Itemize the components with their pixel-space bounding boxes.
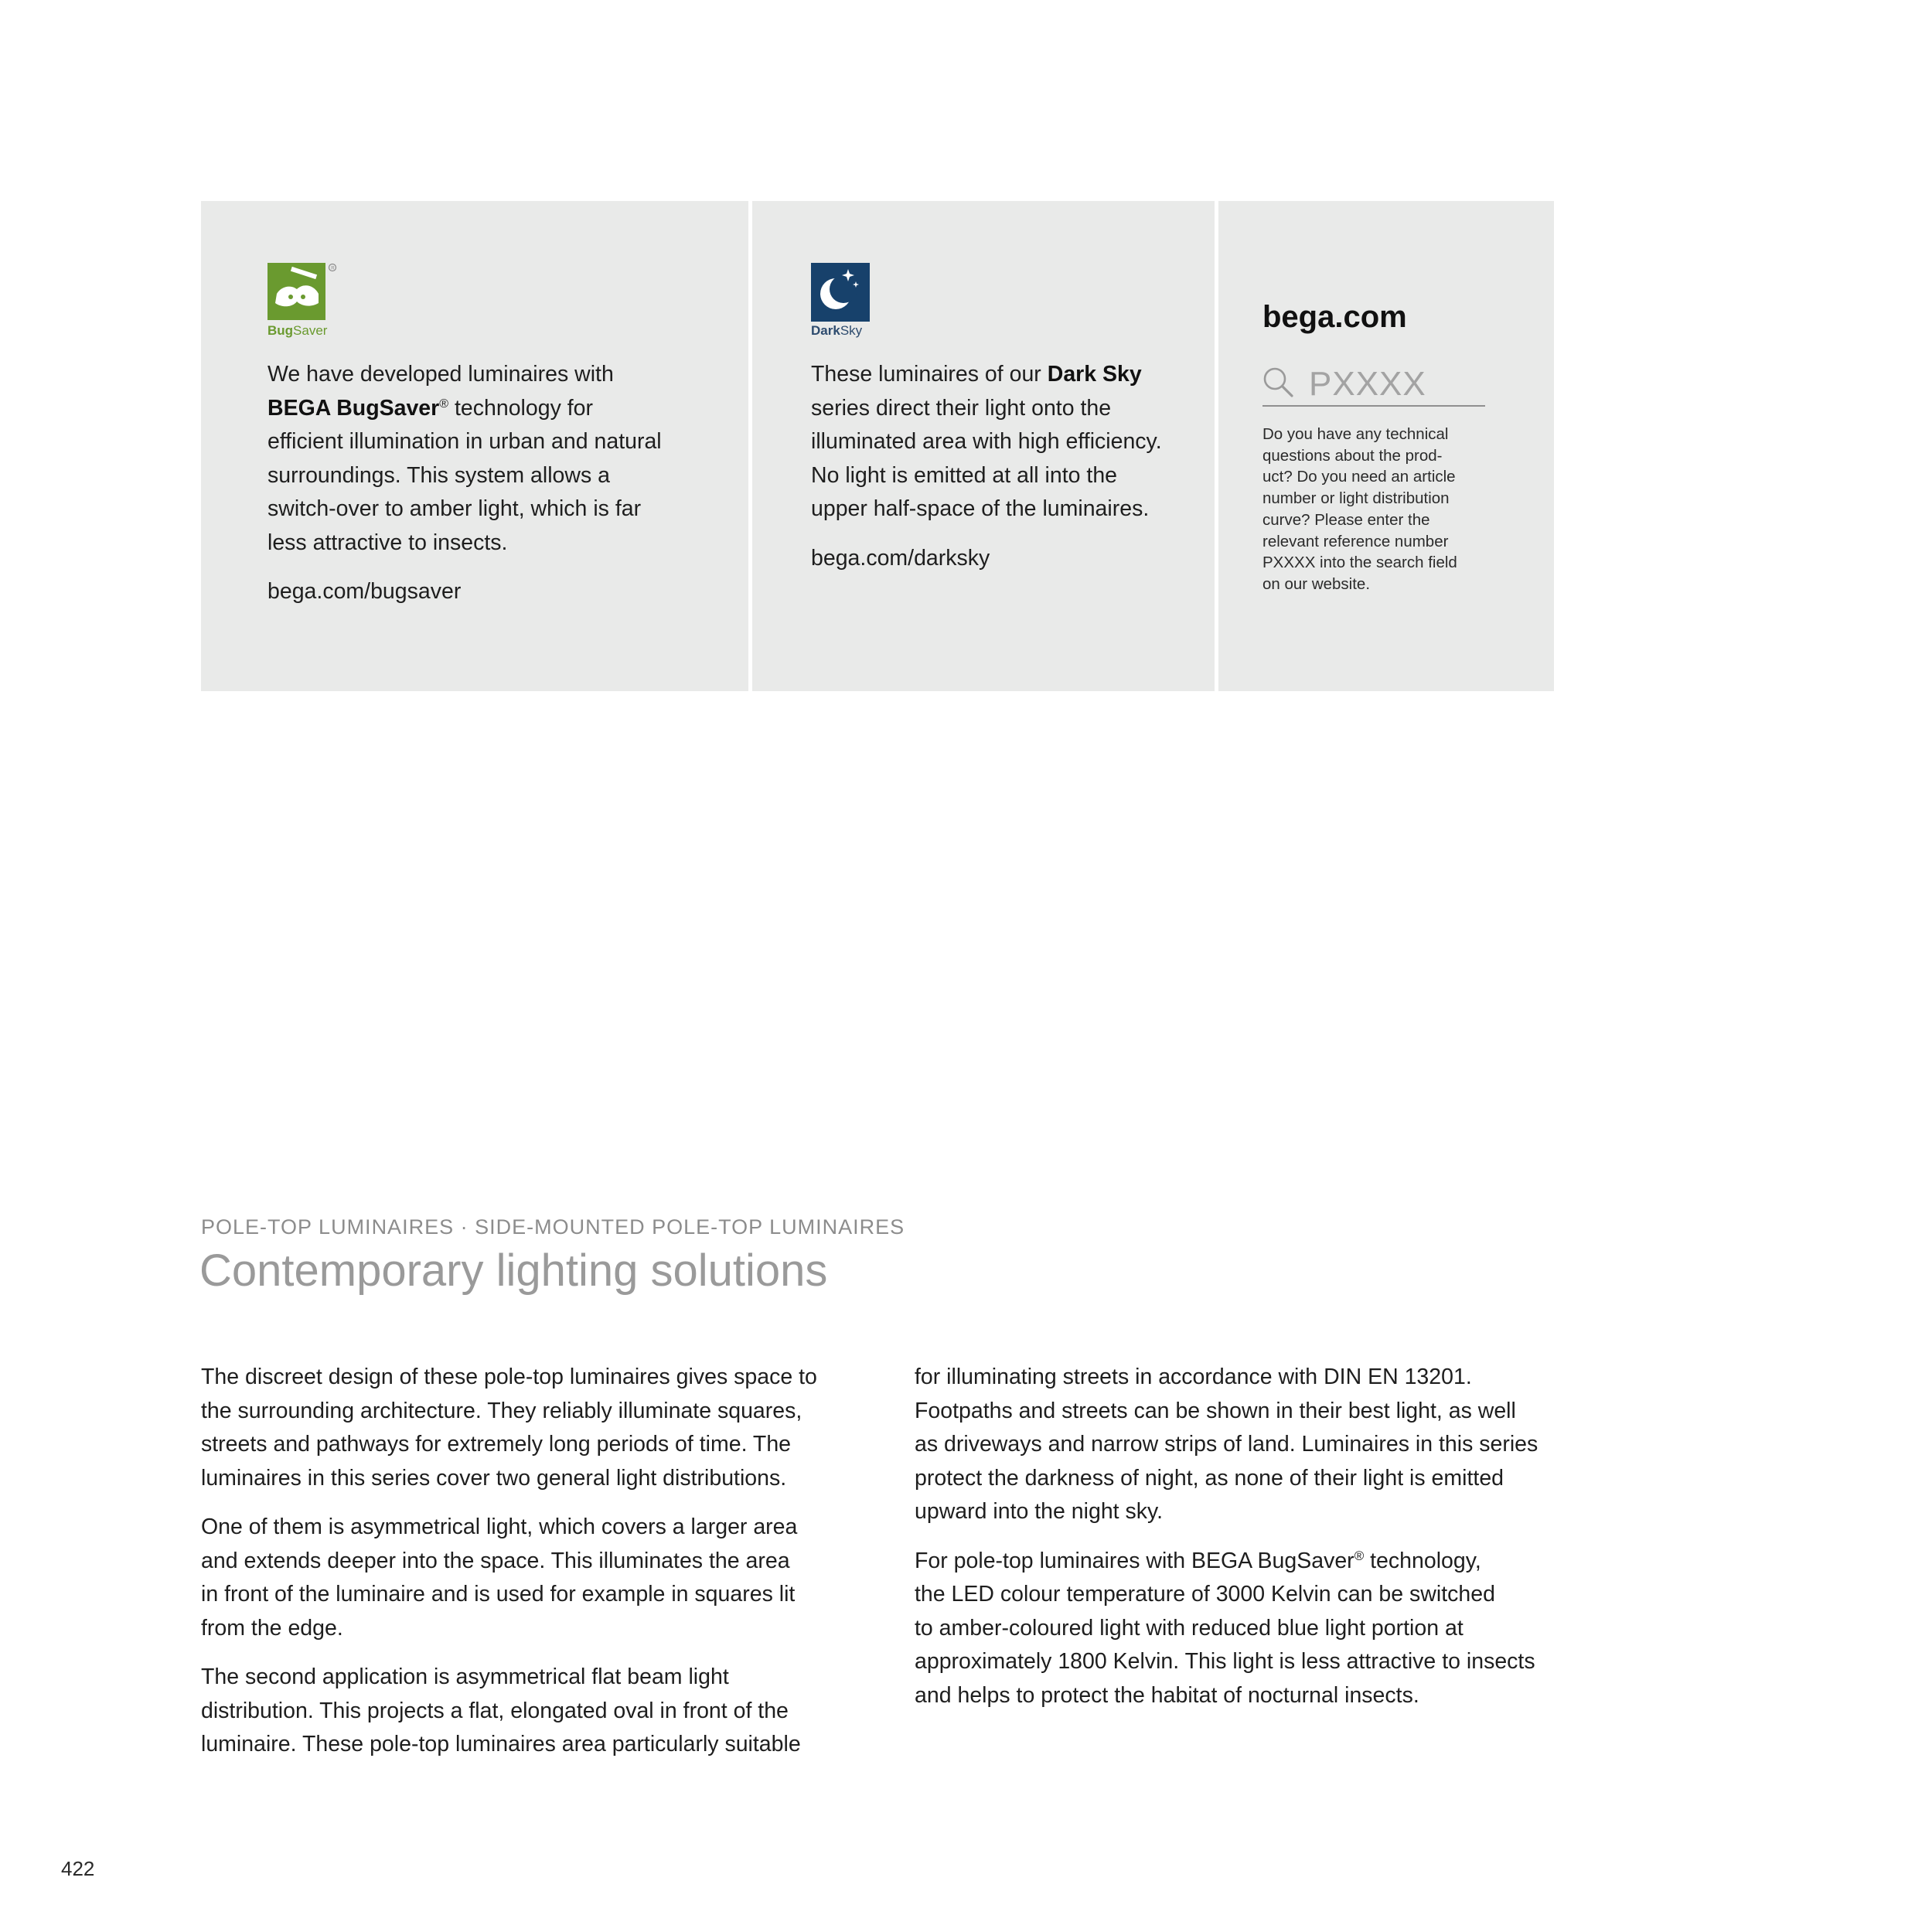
bega-help-text: Do you have any technical questions about the prod- uct? Do you need an article number or light distribution curve? Please enter the relevant reference number PXXXX into the search field on our website. [1262,425,1457,593]
paragraph: for illuminating streets in accordance with DIN EN 13201. Footpaths and streets can be shown in their best light, as well as driveways and narrow strips of land. Luminaires in this series protect the darkness of night, as none of their light is emitted upward into the night sky. [915,1365,1538,1524]
paragraph: One of them is asymmetrical light, which covers a larger area and extends deeper into the space. This illuminates the area in front of the luminaire and is used for example in squares lit from the edge. [201,1515,798,1641]
paragraph: The discreet design of these pole-top luminaires gives space to the surrounding architecture. They reliably illuminate squares, streets and pathways for extremely long periods of time. The luminaires in this series cover two general light distributions. [201,1365,817,1491]
body-column-left [201,1361,858,1777]
bugsaver-logo-icon [267,263,337,325]
bugsaver-logo [267,263,337,329]
darksky-text-bold: Dark Sky [1047,362,1142,387]
darksky-logo-icon [811,263,870,322]
paragraph: For pole-top luminaires with BEGA BugSaver® technology, the LED colour temperature of 3000 Kelvin can be switched to amber-coloured light with reduced blue light portion at approximately 1800 Kelvin. This light is less attractive to insects and helps to protect the habitat of nocturnal insects. [915,1548,1535,1708]
svg-text:R: R [331,266,335,271]
darksky-logo-caption: DarkSky [811,323,863,338]
darksky-logo [811,263,870,325]
body-column-right [915,1361,1572,1728]
bugsaver-text-bold: BEGA BugSaver [267,395,440,421]
darksky-panel [752,201,1215,691]
bugsaver-logo-caption: BugSaver [267,323,328,338]
bugsaver-text-line: We have developed luminaires with [267,362,614,387]
bega-website-panel [1218,201,1554,691]
bugsaver-description: We have developed luminaires with BEGA BugSaver® technology for efficient illumination in urban and natural surroundings. This system allows a switch-over to amber light, which is far less attractive to insects. bega.com/bugsaver [267,358,700,609]
darksky-link[interactable]: bega.com/darksky [811,545,990,571]
page-number: 422 [61,1857,95,1880]
search-field[interactable] [1262,362,1485,407]
registered-mark: ® [439,397,449,411]
registered-mark: ® [1354,1548,1365,1563]
search-icon [1262,366,1295,399]
paragraph: The second application is asymmetrical flat beam light distribution. This projects a flat, elongated oval in front of the luminaire. These pole-top luminaires area particularly suitable [201,1665,801,1757]
page-title: Contemporary lighting solutions [199,1245,828,1296]
search-placeholder: PXXXX [1309,365,1426,403]
bega-website-title[interactable]: bega.com [1262,300,1407,334]
section-kicker: POLE-TOP LUMINAIRES · SIDE-MOUNTED POLE-TOP LUMINAIRES [201,1215,905,1239]
bugsaver-link[interactable]: bega.com/bugsaver [267,579,462,604]
darksky-description: These luminaires of our Dark Sky series direct their light onto the illuminated area with high efficiency. No light is emitted at all into the upper half-space of the luminaires. bega.com/darksky [811,358,1205,575]
bugsaver-panel [201,201,748,691]
